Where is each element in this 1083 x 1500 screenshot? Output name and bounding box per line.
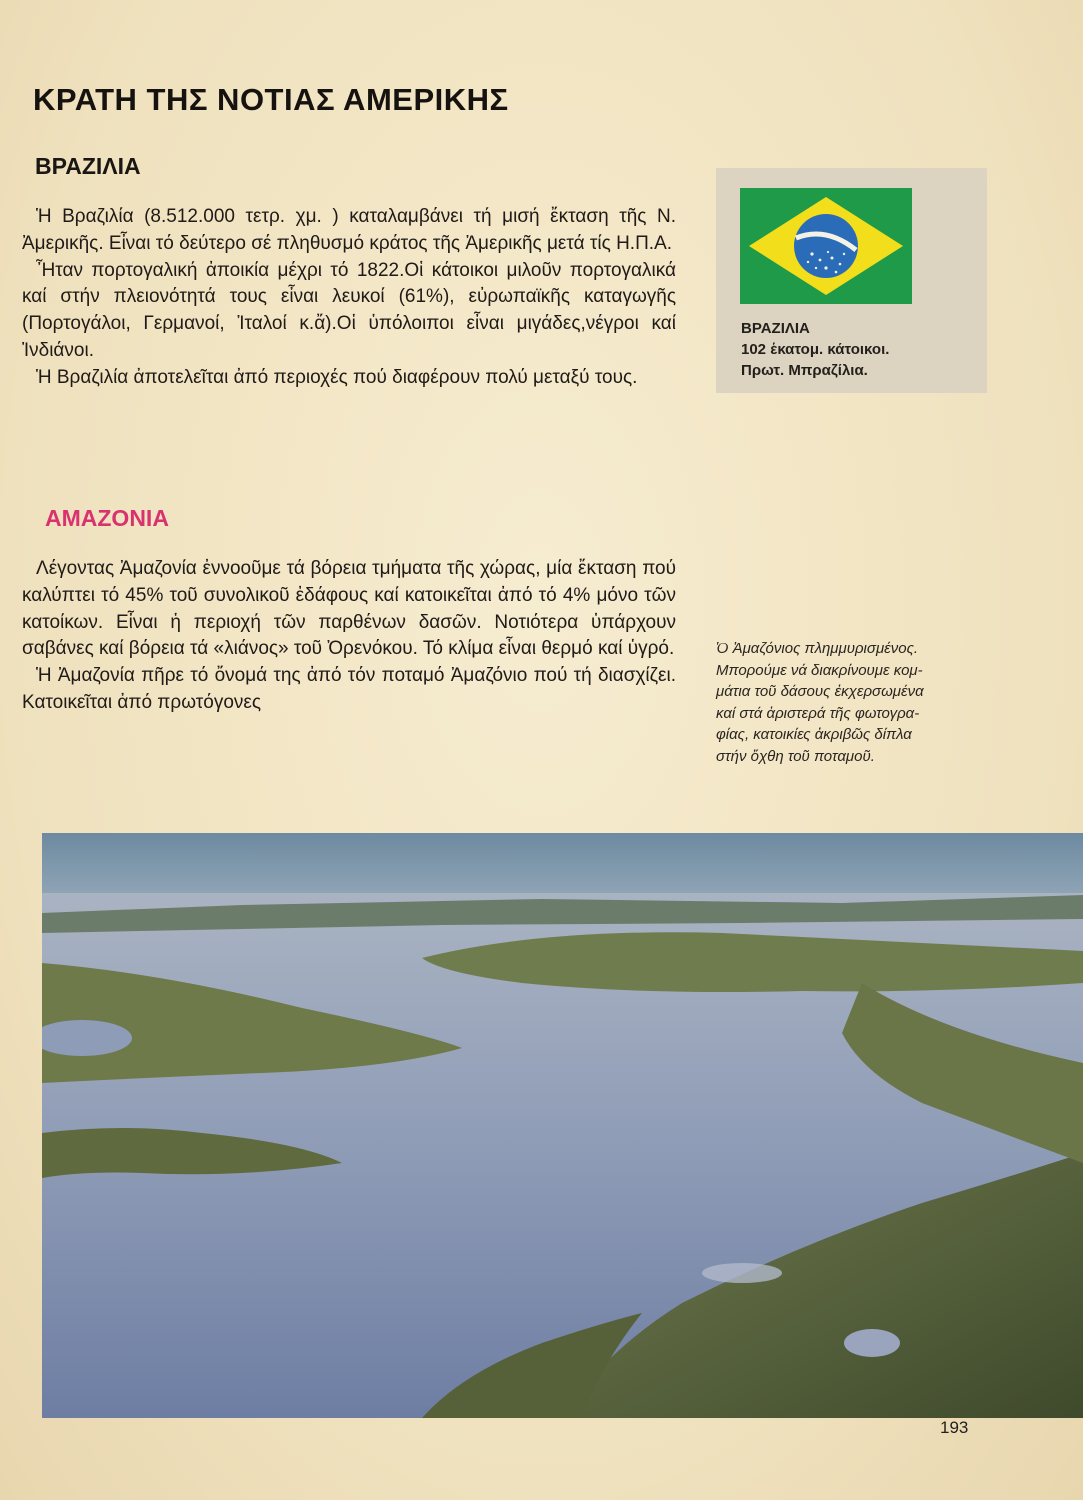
brazil-flag-icon bbox=[740, 188, 912, 304]
caption-line: Μπορούμε νά διακρίνουμε κομ- bbox=[716, 661, 923, 679]
brazil-paragraph: Ἡ Βραζιλία (8.512.000 τετρ. χμ. ) καταλαμβάνει τή μισή ἔκταση τῆς Ν. Ἀμερικῆς. Εἶναι τό δεύτερο σέ πληθυσμό κράτος τῆς Ἀμερικῆς μετά τίς Η.Π.Α. bbox=[22, 206, 676, 254]
capital: Πρωτ. Μπραζίλια. bbox=[741, 362, 868, 379]
flag-caption bbox=[741, 318, 889, 381]
amazonia-text bbox=[22, 556, 676, 717]
amazonia-paragraph: Λέγοντας Ἀμαζονία ἐννοοῦμε τά βόρεια τμήματα τῆς χώρας, μία ἔκταση πού καλύπτει τό 45% τοῦ συνολικοῦ ἐδάφους καί κατοικεῖται ἀπό τό 4% μόνο τῶν κατοίκων. Εἶναι ἡ περιοχή τῶν παρθένων δασῶν. Νοτιότερα ὑπάρχουν σαβάνες καί βόρεια τά «λιάνος» τοῦ Ὀρενόκου. Τό κλίμα εἶναι θερμό καί ὑγρό. bbox=[22, 558, 676, 660]
brazil-text bbox=[22, 204, 676, 392]
brazil-heading: ΒΡΑΖΙΛΙΑ bbox=[35, 153, 141, 179]
amazon-river-photo bbox=[42, 833, 1083, 1418]
page-number: 193 bbox=[940, 1418, 969, 1437]
caption-line: καί στά ἀριστερά τῆς φωτογρα- bbox=[716, 704, 920, 722]
brazil-paragraph: Ἡ Βραζιλία ἀποτελεῖται ἀπό περιοχές πού διαφέρουν πολύ μεταξύ τους. bbox=[36, 366, 638, 388]
country-info-box bbox=[716, 168, 987, 393]
caption-line: μάτια τοῦ δάσους ἐκχερσωμένα bbox=[716, 683, 924, 700]
amazonia-paragraph: Ἡ Ἀμαζονία πῆρε τό ὄνομά της ἀπό τόν ποταμό Ἀμαζόνιο πού τή διασχίζει. Κατοικεῖται ἀπό πρωτόγονες bbox=[22, 665, 676, 713]
caption-line: Ὁ Ἀμαζόνιος πλημμυρισμένος. bbox=[716, 640, 919, 657]
population: 102 ἑκατομ. κάτοικοι. bbox=[741, 341, 890, 358]
photo-caption bbox=[716, 638, 986, 767]
caption-line: στήν ὄχθη τοῦ ποταμοῦ. bbox=[716, 747, 875, 765]
page-title: ΚΡΑΤΗ ΤΗΣ ΝΟΤΙΑΣ ΑΜΕΡΙΚΗΣ bbox=[33, 82, 509, 117]
amazonia-heading: ΑΜΑΖΟΝΙΑ bbox=[45, 505, 169, 531]
country-name: ΒΡΑΖΙΛΙΑ bbox=[741, 320, 810, 337]
brazil-flag bbox=[740, 188, 912, 304]
brazil-paragraph: Ἦταν πορτογαλική ἀποικία μέχρι τό 1822.Οἱ κάτοικοι μιλοῦν πορτογαλικά καί στήν πλειονότητά τους εἶναι λευκοί (61%), εὐρωπαϊκῆς καταγωγῆς (Πορτογάλοι, Γερμανοί, Ἰταλοί κ.ἄ).Οἱ ὑπόλοιποι εἶναι μιγάδες,νέγροι καί Ἰνδιάνοι. bbox=[22, 259, 676, 361]
caption-line: φίας, κατοικίες ἀκριβῶς δίπλα bbox=[716, 726, 912, 743]
